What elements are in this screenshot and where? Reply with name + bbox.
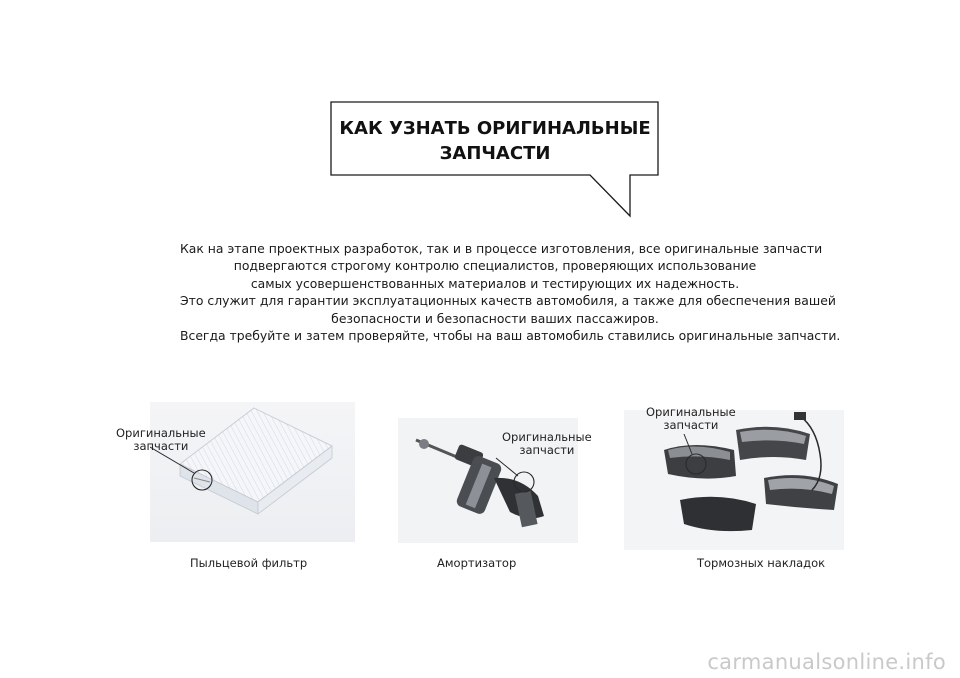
callout-label xyxy=(502,431,592,457)
callout-line-2: запчасти xyxy=(133,439,189,453)
callout-line-1: Оригинальные xyxy=(502,430,592,444)
intro-line: безопасности и безопасности ваших пассажиров. xyxy=(331,310,659,326)
intro-line: подвергаются строгому контролю специалистов, проверяющих использование xyxy=(233,258,757,274)
watermark-text: carmanualsonline.info xyxy=(707,650,946,674)
shock-absorber-caption: Амортизатор xyxy=(437,556,517,570)
title-line-2: ЗАПЧАСТИ xyxy=(439,143,551,164)
title-line-1: КАК УЗНАТЬ ОРИГИНАЛЬНЫЕ xyxy=(339,118,651,139)
callout-line-1: Оригинальные xyxy=(116,426,206,440)
callout-label xyxy=(646,406,736,432)
intro-line: Это служит для гарантии эксплуатационных качеств автомобиля, а также для обеспечения вашей xyxy=(180,293,836,309)
callout-line-1: Оригинальные xyxy=(646,405,736,419)
intro-line: самых усовершенствованных материалов и тестирующих их надежность. xyxy=(250,275,740,291)
page-title xyxy=(332,116,658,166)
pollen-filter-image xyxy=(150,402,355,542)
callout-label xyxy=(116,427,206,453)
brake-pads-caption: Тормозных накладок xyxy=(697,556,826,570)
intro-line: Всегда требуйте и затем проверяйте, чтобы на ваш автомобиль ставились оригинальные запчасти. xyxy=(180,328,841,344)
callout-line-2: запчасти xyxy=(663,418,719,432)
pollen-filter-caption: Пыльцевой фильтр xyxy=(190,556,308,570)
intro-paragraph xyxy=(180,240,841,344)
callout-line-2: запчасти xyxy=(519,443,575,457)
intro-line: Как на этапе проектных разработок, так и в процессе изготовления, все оригинальные запчасти xyxy=(180,241,823,256)
